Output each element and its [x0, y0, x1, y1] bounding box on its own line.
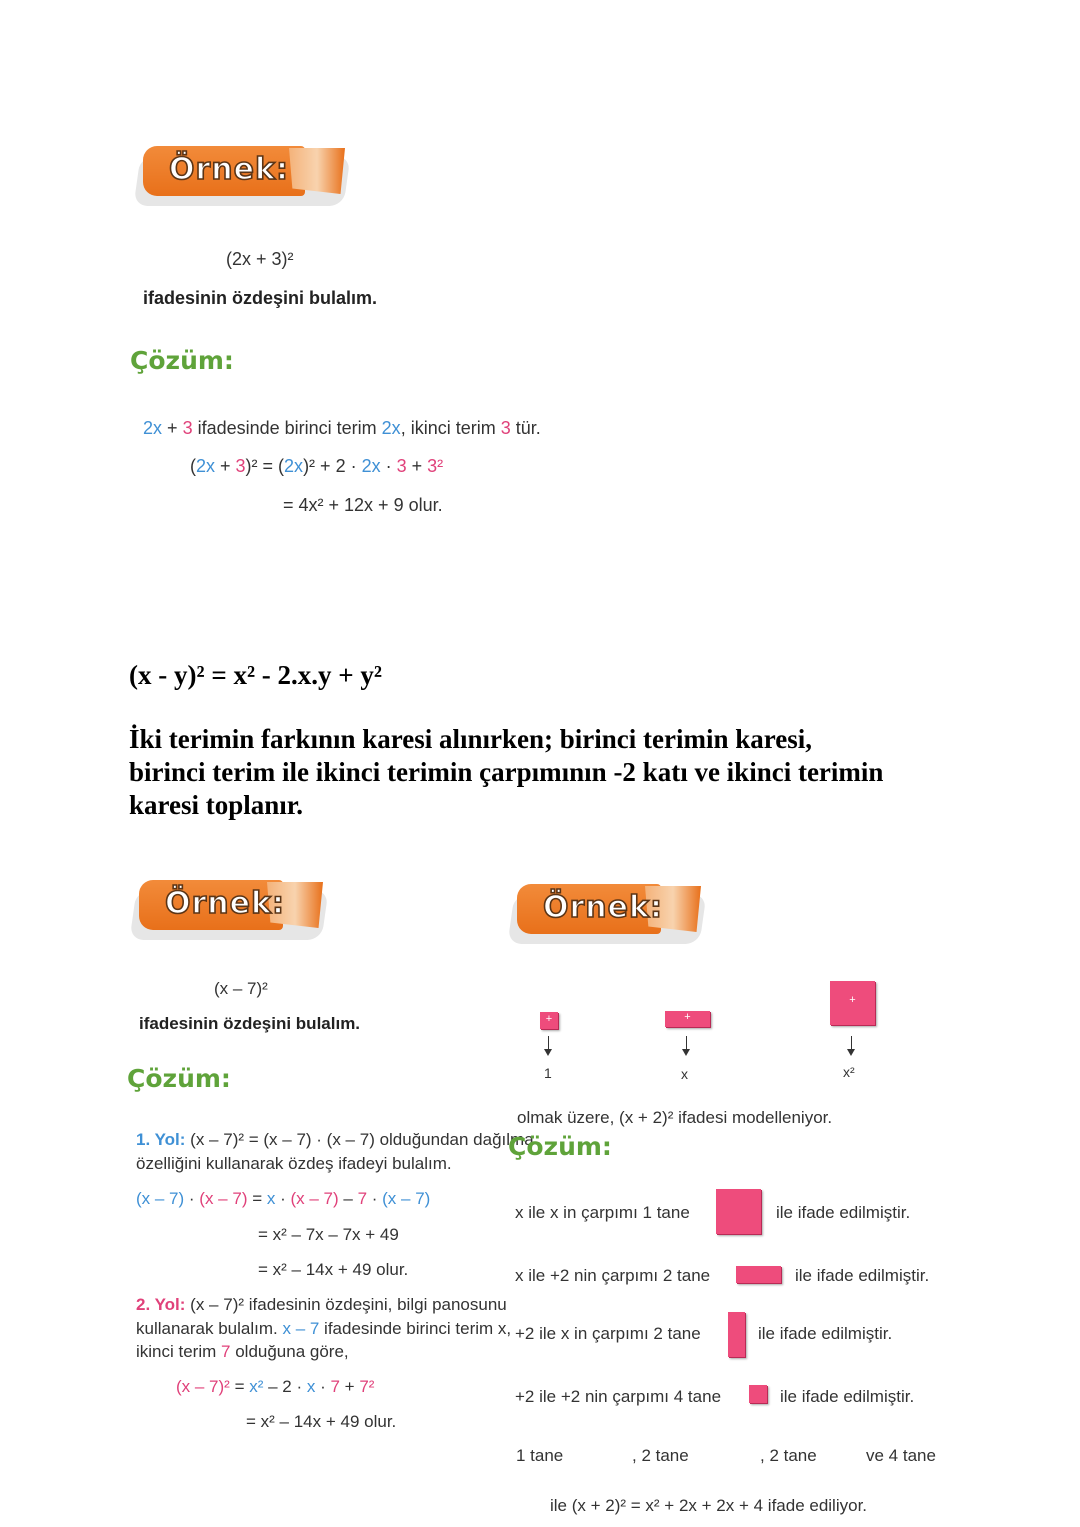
model-text: olmak üzere, (x + 2)² ifadesi modelleniyor.	[517, 1108, 833, 1127]
arrow-x	[686, 1036, 687, 1050]
yol1-line2: özelliğini kullanarak özdeş ifadeyi bulalım.	[136, 1154, 452, 1173]
ex1-line3: = 4x² + 12x + 9 olur.	[283, 495, 443, 515]
cozum-label-3: Çözüm:	[508, 1132, 612, 1161]
row1-right: ile ifade edilmiştir.	[776, 1203, 911, 1222]
row4-right: ile ifade edilmiştir.	[780, 1387, 915, 1406]
yol2-line2: kullanarak bulalım. x – 7 ifadesinde birinci terim x,	[136, 1319, 512, 1338]
ex2-expression: (x – 7)²	[214, 979, 268, 998]
summary-4: ve 4 tane	[866, 1446, 936, 1465]
row3-left: +2 ile x in çarpımı 2 tane	[515, 1324, 701, 1343]
ex1-prompt: ifadesinin özdeşini bulalım.	[143, 288, 378, 308]
x-tile-plus: +	[684, 1011, 691, 1023]
ex1-line2: (2x + 3)² = (2x)² + 2 · 2x · 3 + 3²	[190, 456, 444, 476]
yol1-calc3: = x² – 14x + 49 olur.	[258, 1260, 409, 1279]
row2-right: ile ifade edilmiştir.	[795, 1266, 930, 1285]
rule-text-line1: İki terimin farkının karesi alınırken; birinci terimin karesi,	[129, 724, 813, 754]
ex2-prompt: ifadesinin özdeşini bulalım.	[139, 1014, 361, 1033]
ex1-expression: (2x + 3)²	[226, 249, 294, 269]
x2-tile-row1	[716, 1189, 761, 1234]
ornek-badge-3-label: Örnek:	[543, 890, 663, 925]
summary-2: , 2 tane	[632, 1446, 689, 1465]
final-line: ile (x + 2)² = x² + 2x + 2x + 4 ifade ediliyor.	[550, 1496, 868, 1515]
label-one: 1	[544, 1065, 552, 1081]
yol1-calc1: (x – 7) · (x – 7) = x · (x – 7) – 7 · (x – 7)	[136, 1189, 431, 1208]
rule-text-line2: birinci terim ile ikinci terimin çarpımının -2 katı ve ikinci terimin	[129, 757, 884, 787]
rule-formula: (x - y)² = x² - 2.x.y + y²	[129, 660, 383, 690]
unit-tile-plus: +	[545, 1013, 553, 1025]
summary-3: , 2 tane	[760, 1446, 817, 1465]
cozum-label-1: Çözüm:	[130, 346, 234, 375]
ornek-badge-1-label: Örnek:	[169, 152, 289, 187]
yol2-calc1: (x – 7)² = x² – 2 · x · 7 + 7²	[176, 1377, 375, 1396]
arrow-unit	[548, 1036, 549, 1050]
ornek-badge-1	[143, 146, 345, 196]
row1-left: x ile x in çarpımı 1 tane	[515, 1203, 690, 1222]
x-tile-row2	[736, 1266, 781, 1283]
unit-tile-row4	[749, 1385, 767, 1403]
yol2-line1: 2. Yol: (x – 7)² ifadesinin özdeşini, bilgi panosunu	[136, 1295, 507, 1314]
yol2-calc2: = x² – 14x + 49 olur.	[246, 1412, 397, 1431]
cozum-label-2: Çözüm:	[127, 1064, 231, 1093]
row3-right: ile ifade edilmiştir.	[758, 1324, 893, 1343]
summary-1: 1 tane	[516, 1446, 564, 1465]
label-x: x	[681, 1066, 688, 1082]
x-tile-vertical-row3	[728, 1312, 745, 1357]
yol2-line3: ikinci terim 7 olduğuna göre,	[136, 1342, 349, 1361]
yol1-line1: 1. Yol: (x – 7)² = (x – 7) · (x – 7) olduğundan dağılma	[136, 1130, 534, 1149]
label-x2: x²	[843, 1064, 855, 1080]
ornek-badge-2-label: Örnek:	[165, 886, 285, 921]
x2-tile-plus: +	[849, 994, 856, 1006]
yol1-calc2: = x² – 7x – 7x + 49	[258, 1225, 399, 1244]
row4-left: +2 ile +2 nin çarpımı 4 tane	[515, 1387, 722, 1406]
ornek-badge-2	[139, 880, 323, 930]
rule-text-line3: karesi toplanır.	[129, 790, 304, 820]
row2-left: x ile +2 nin çarpımı 2 tane	[515, 1266, 711, 1285]
ornek-badge-3	[517, 884, 701, 934]
arrow-x2	[851, 1036, 852, 1050]
ex1-line1: 2x + 3 ifadesinde birinci terim 2x, ikinci terim 3 tür.	[143, 418, 541, 438]
